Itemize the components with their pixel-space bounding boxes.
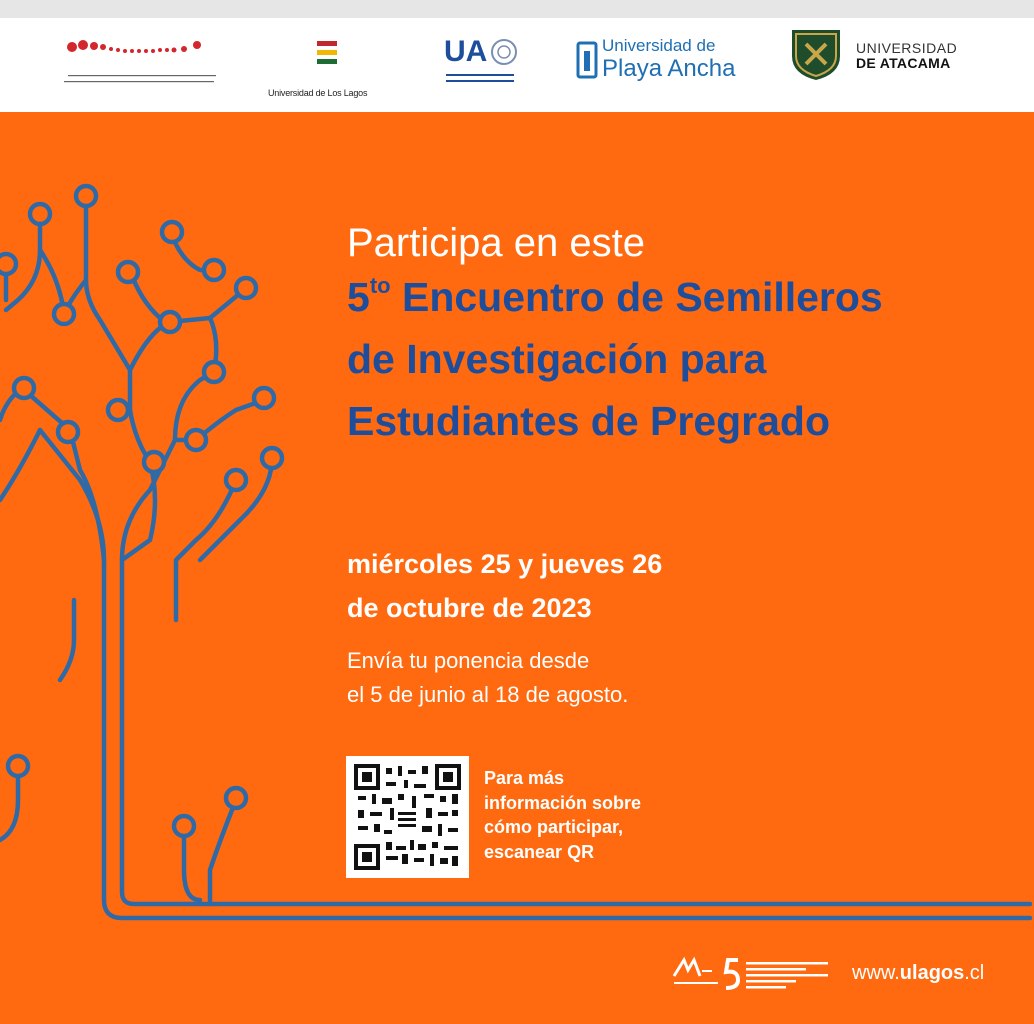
headline <box>347 220 1007 452</box>
qr-info-line2: información sobre <box>484 792 642 813</box>
lighthouse-icon <box>576 39 598 79</box>
submission-line2: el 5 de junio al 18 de agosto. <box>347 682 629 707</box>
event-dates <box>347 542 662 630</box>
website-url[interactable] <box>852 962 984 985</box>
title-ordinal: 5 <box>347 274 370 320</box>
url-prefix: www. <box>852 962 900 984</box>
submission-window <box>347 644 628 712</box>
ulagos-stripe-green-icon <box>317 59 337 64</box>
date-line2: de octubre de 2023 <box>347 593 592 623</box>
top-strip <box>0 0 1034 18</box>
headline-lead: Participa en este <box>347 221 645 265</box>
atacama-line1: UNIVERSIDAD <box>856 40 958 56</box>
ua-logo <box>444 34 524 98</box>
qr-info-line4: escanear QR <box>484 841 595 862</box>
title-line2: de Investigación para <box>347 336 767 382</box>
title-line1-rest: Encuentro de Semilleros <box>390 274 883 320</box>
atacama-logo <box>788 26 978 86</box>
url-suffix: .cl <box>964 962 985 984</box>
ua-emblem-icon <box>488 36 520 68</box>
ulagos-stripe-red-icon <box>317 41 337 46</box>
playa-ancha-line2: Playa Ancha <box>602 55 736 82</box>
title-ordinal-suffix: to <box>369 273 391 298</box>
date-line1: miércoles 25 y jueves 26 <box>347 549 663 579</box>
qr-info-line1: Para más <box>484 768 565 788</box>
ulagos-logo <box>268 38 390 98</box>
title-line1 <box>347 266 1007 328</box>
playa-ancha-line1: Universidad de <box>602 36 716 55</box>
url-bold: ulagos <box>899 962 965 984</box>
qr-code-icon[interactable] <box>346 756 469 878</box>
qr-info-line3: cómo participar, <box>484 817 624 837</box>
qr-info-text <box>484 766 641 864</box>
logo-bar <box>0 18 1034 112</box>
red-dots-logo-icon <box>62 38 222 88</box>
headline-title <box>347 266 1007 452</box>
submission-line1: Envía tu ponencia desde <box>347 648 590 673</box>
atacama-line2: DE ATACAMA <box>856 55 951 71</box>
playa-ancha-logo <box>576 36 756 96</box>
ulagos-name: Universidad de Los Lagos <box>268 88 368 98</box>
university-shield-icon <box>788 26 844 82</box>
ua-logo-text: UA <box>444 35 488 68</box>
ulagos-stripe-yellow-icon <box>317 50 337 55</box>
anniversary-logo-icon <box>672 956 832 997</box>
title-line3: Estudiantes de Pregrado <box>347 398 831 444</box>
